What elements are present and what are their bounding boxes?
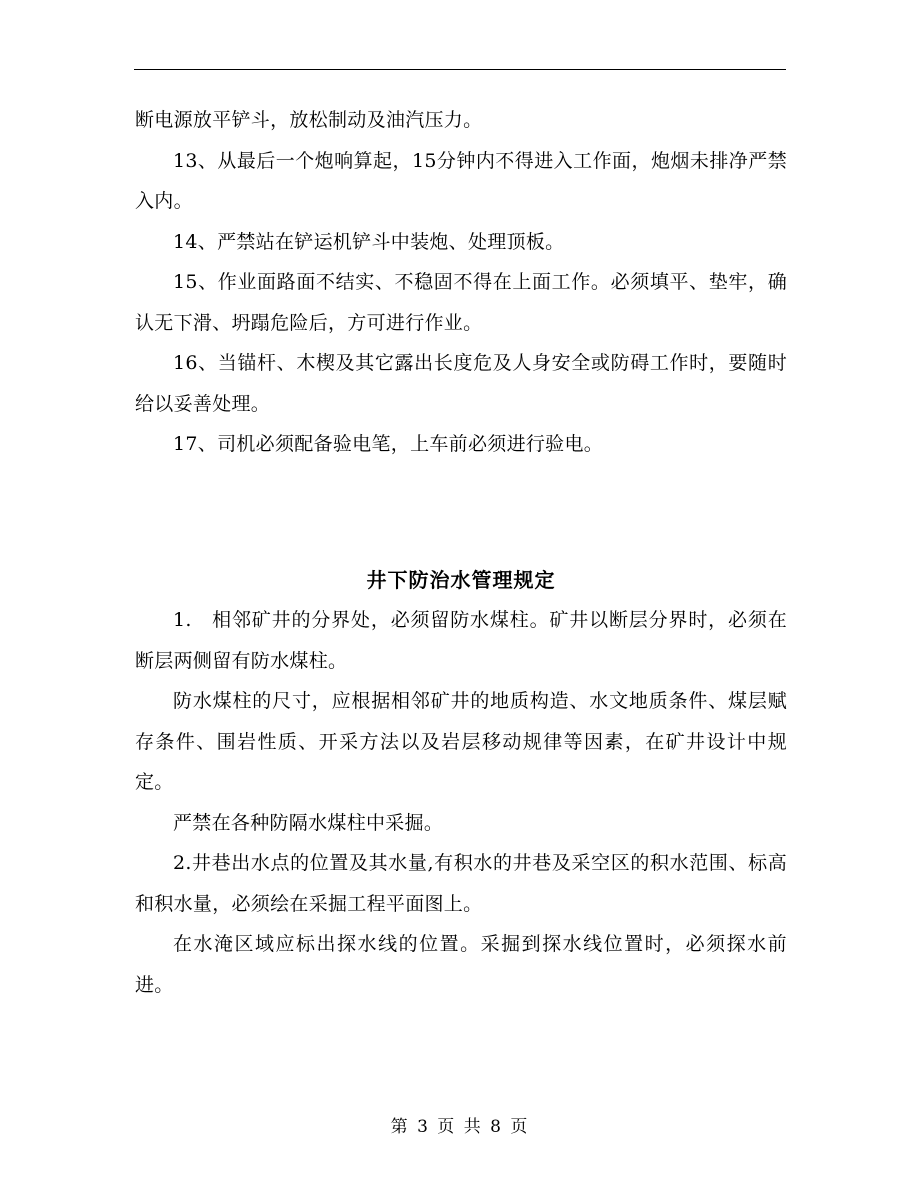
paragraph-item-13: 13、从最后一个炮响算起，15分钟内不得进入工作面，炮烟未排净严禁入内。 [135,149,787,212]
paragraph-rule-1: 1. 相邻矿井的分界处，必须留防水煤柱。矿井以断层分界时，必须在断层两侧留有防水煤柱。 [135,609,787,672]
paragraph-continuation: 断电源放平铲斗，放松制动及油汽压力。 [135,109,483,131]
section-title: 井下防治水管理规定 [366,567,556,592]
paragraph-prohibition: 严禁在各种防隔水煤柱中采掘。 [173,811,444,834]
paragraph-item-14: 14、严禁站在铲运机铲斗中装炮、处理顶板。 [173,230,565,253]
paragraph-coal-pillar-size: 防水煤柱的尺寸，应根据相邻矿井的地质构造、水文地质条件、煤层赋存条件、围岩性质、开采方法以及岩层移动规律等因素，在矿井设计中规定。 [135,690,787,793]
paragraph-item-16: 16、当锚杆、木楔及其它露出长度危及人身安全或防碍工作时，要随时给以妥善处理。 [135,352,787,415]
page-content [135,100,787,1005]
page-footer: 第 3 页 共 8 页 [390,1117,530,1137]
paragraph-flood-zone: 在水淹区域应标出探水线的位置。采掘到探水线位置时，必须探水前进。 [135,933,787,996]
section-spacer [135,465,787,560]
header-rule [134,69,786,70]
paragraph-item-17: 17、司机必须配备验电笔，上车前必须进行验电。 [173,433,604,455]
paragraph-item-15: 15、作业面路面不结实、不稳固不得在上面工作。必须填平、垫牢，确认无下滑、坍蹋危险后，方可进行作业。 [135,271,787,334]
paragraph-rule-2: 2.井巷出水点的位置及其水量,有积水的井巷及采空区的积水范围、标高和积水量，必须绘在采掘工程平面图上。 [135,852,787,915]
